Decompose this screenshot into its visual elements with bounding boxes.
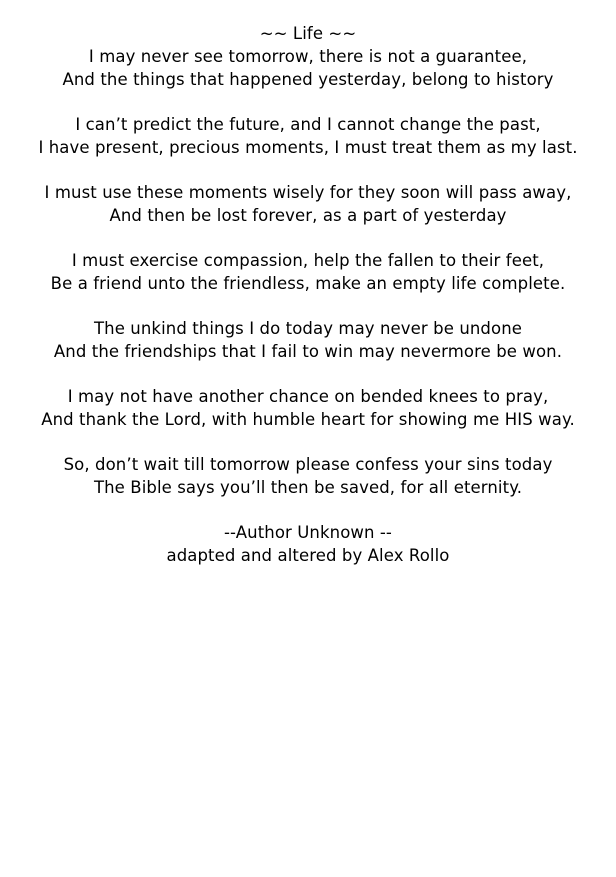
poem-stanza: [14, 453, 602, 499]
poem-stanza: [14, 181, 602, 227]
poem-line: The Bible says you’ll then be saved, for all eternity.: [93, 478, 523, 497]
poem-line: And thank the Lord, with humble heart for showing me HIS way.: [41, 410, 575, 429]
author-line: --Author Unknown --: [224, 523, 392, 542]
poem-line: Be a friend unto the friendless, make an empty life complete.: [50, 274, 566, 293]
poem-body: [14, 22, 602, 567]
poem-line: I have present, precious moments, I must treat them as my last.: [38, 138, 578, 157]
poem-title: ~~ Life ~~: [259, 24, 357, 43]
adaptation-line: adapted and altered by Alex Rollo: [166, 546, 450, 565]
poem-line: I may never see tomorrow, there is not a guarantee,: [88, 47, 528, 66]
poem-line: I must exercise compassion, help the fallen to their feet,: [71, 251, 545, 270]
poem-line: And the things that happened yesterday, belong to history: [62, 70, 554, 89]
poem-stanza: [14, 249, 602, 295]
poem-line: I must use these moments wisely for they soon will pass away,: [44, 183, 572, 202]
poem-line: And the friendships that I fail to win may nevermore be won.: [53, 342, 563, 361]
poem-line: And then be lost forever, as a part of yesterday: [109, 206, 507, 225]
poem-stanza: [14, 385, 602, 431]
poem-stanza: [14, 113, 602, 159]
poem-attribution: [14, 521, 602, 567]
poem-stanza: [14, 22, 602, 91]
poem-stanza: [14, 317, 602, 363]
poem-line: I may not have another chance on bended knees to pray,: [67, 387, 549, 406]
poem-line: So, don’t wait till tomorrow please confess your sins today: [63, 455, 553, 474]
poem-line: I can’t predict the future, and I cannot change the past,: [75, 115, 541, 134]
poem-line: The unkind things I do today may never be undone: [93, 319, 523, 338]
